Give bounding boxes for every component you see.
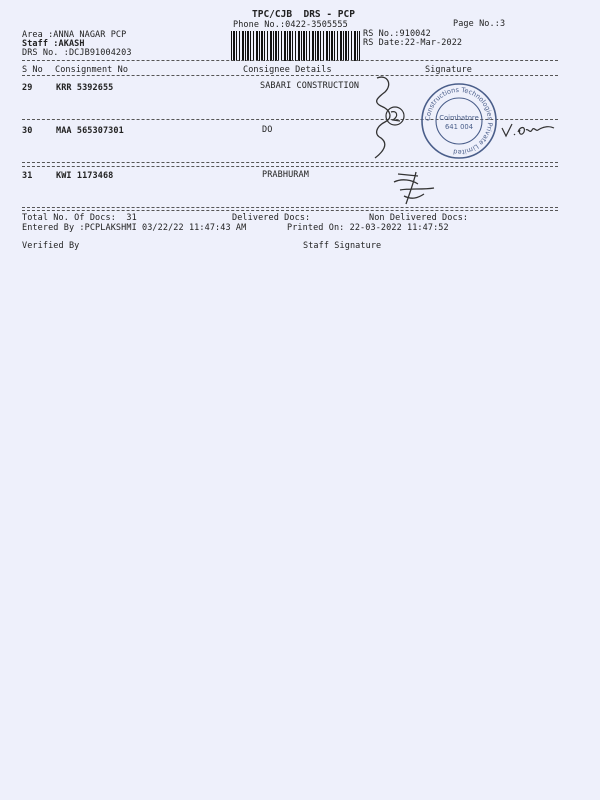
row-divider: [22, 166, 558, 167]
total-docs: Total No. Of Docs: 31: [22, 213, 137, 223]
stamp-city: Coimbatore: [439, 114, 479, 122]
rs-number: RS No.:910042: [363, 29, 431, 39]
area-label: Area :ANNA NAGAR PCP: [22, 30, 127, 40]
row-consignment: MAA 565307301: [56, 126, 124, 136]
barcode-image: [231, 31, 360, 61]
phone-number: Phone No.:0422-3505555: [233, 20, 348, 30]
column-header-sno: S No: [22, 65, 43, 75]
non-delivered-docs: Non Delivered Docs:: [369, 213, 469, 223]
row-consignment: KWI 1173468: [56, 171, 114, 181]
printed-on: Printed On: 22-03-2022 11:47:52: [287, 223, 449, 233]
stamp-ring-text: Constructions Technologies Private Limited: [423, 85, 495, 157]
column-header-signature: Signature: [425, 65, 472, 75]
verified-by-label: Verified By: [22, 241, 80, 251]
entered-by: Entered By :PCPLAKSHMI 03/22/22 11:47:43 AM: [22, 223, 247, 233]
row-sno: 31: [22, 171, 33, 181]
row-sno: 29: [22, 83, 33, 93]
drs-number: DRS No. :DCJB91004203: [22, 48, 132, 58]
signature-row-29: [365, 72, 415, 162]
row-divider: [22, 162, 558, 163]
rs-date: RS Date:22-Mar-2022: [363, 38, 463, 48]
signature-row-30: [500, 118, 556, 142]
staff-label: Staff :AKASH: [22, 39, 85, 49]
row-sno: 30: [22, 126, 33, 136]
row-consignee: DO: [262, 125, 273, 135]
row-consignee: SABARI CONSTRUCTION: [260, 81, 360, 91]
column-header-consignment: Consignment No: [55, 65, 129, 75]
staff-signature-label: Staff Signature: [303, 241, 382, 251]
stamp-pin: 641 004: [444, 123, 474, 131]
row-consignment: KRR 5392655: [56, 83, 114, 93]
divider: [22, 210, 558, 211]
divider: [22, 75, 558, 76]
company-stamp: [418, 80, 500, 162]
page-number: Page No.:3: [453, 19, 506, 29]
divider: [22, 207, 558, 208]
delivered-docs: Delivered Docs:: [232, 213, 311, 223]
signature-row-31: [388, 168, 444, 212]
divider: [22, 60, 558, 61]
report-title: TPC/CJB DRS - PCP: [252, 9, 355, 20]
row-consignee: PRABHURAM: [262, 170, 309, 180]
column-header-consignee: Consignee Details: [243, 65, 332, 75]
